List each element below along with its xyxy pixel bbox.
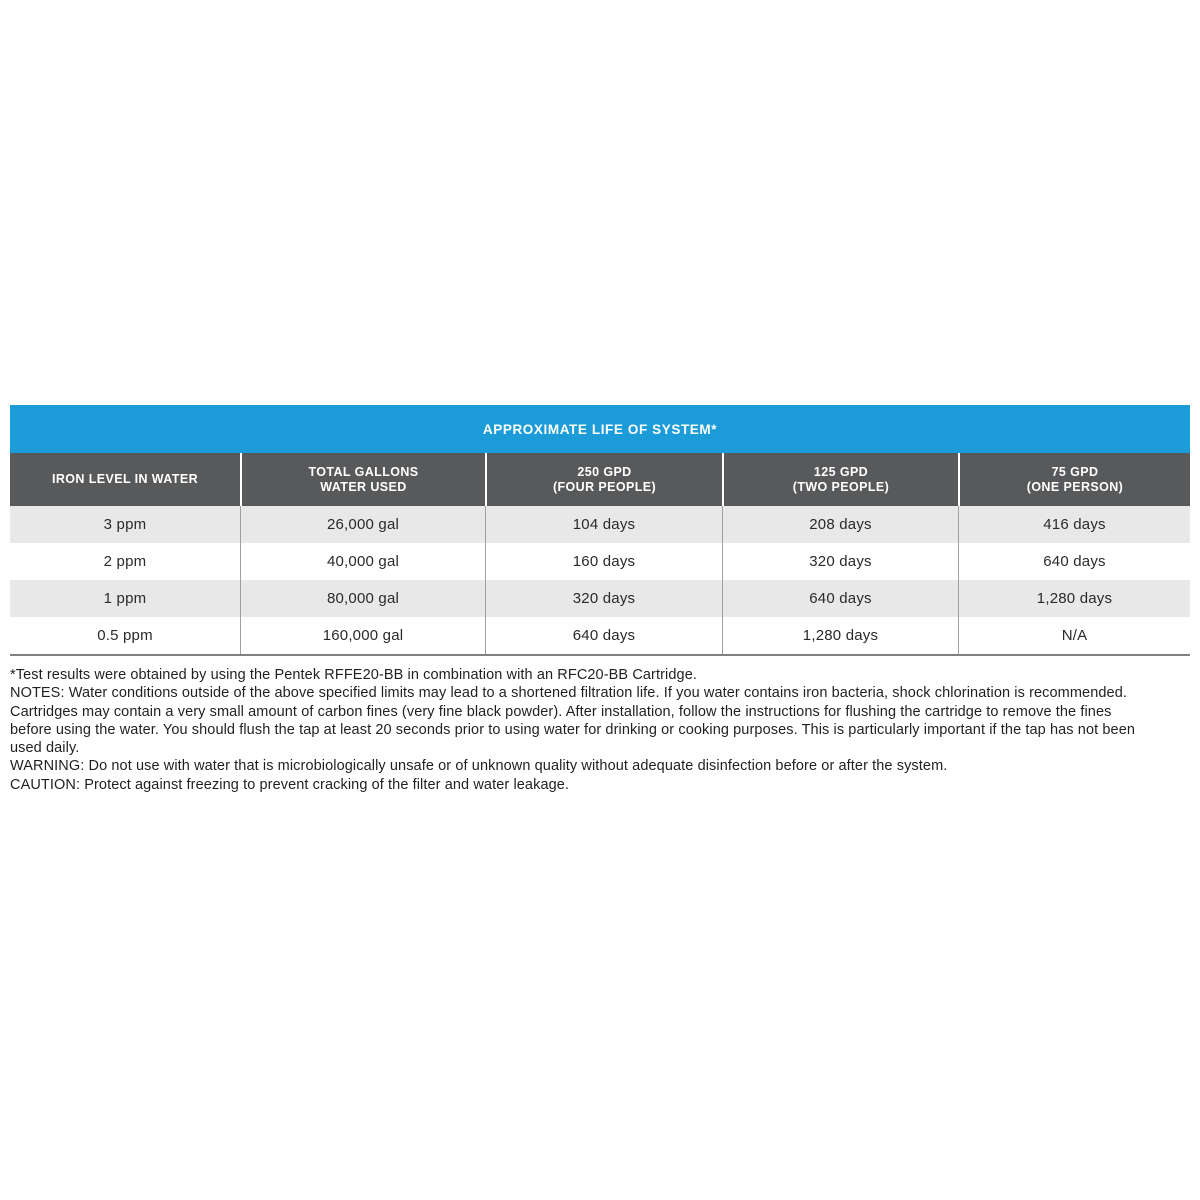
col-header-125-gpd: 125 GPD (TWO PEOPLE) [722,453,958,506]
table-row-05ppm [10,617,1190,654]
cell-75gpd-days: 640 days [958,543,1190,580]
cell-total-gallons: 40,000 gal [240,543,485,580]
cell-iron-level: 0.5 ppm [97,627,153,644]
footnote-text: *Test results were obtained by using the Pentek RFFE20-BB in combination with an RFC20-BB Cartridge. [10,667,697,683]
table-header-row [10,453,1190,506]
col-header-250-gpd: 250 GPD (FOUR PEOPLE) [485,453,722,506]
notes-text: NOTES: Water conditions outside of the above specified limits may lead to a shortened filtration life. If you water contains iron bacteria, shock chlorination is recommended. Cartridges may contain a very small amount of carbon fines (very fine black powder). After installation, follow the instructions for flushing the cartridge to remove the fines before using the water. You should flush the tap at least 20 seconds prior to using water for drinking or cooking purposes. This is particularly important if the tap has not been used daily. [10,685,1136,757]
cell-total-gallons: 160,000 gal [240,617,485,654]
table-title: APPROXIMATE LIFE OF SYSTEM* [482,421,718,437]
cell-iron-level: 1 ppm [103,590,147,607]
table-body [10,506,1190,656]
cell-250gpd-days: 320 days [485,580,722,617]
life-of-system-table [10,405,1190,656]
col-header-total-gallons: TOTAL GALLONS WATER USED [240,453,485,506]
cell-250gpd-days: 640 days [485,617,722,654]
cell-125gpd-days: 208 days [722,506,958,543]
notes-block [10,666,1145,794]
table-row-2ppm [10,543,1190,580]
cell-250gpd-days: 104 days [485,506,722,543]
warning-text: WARNING: Do not use with water that is microbiologically unsafe or of unknown quality without adequate disinfection before or after the system. [10,758,948,775]
cell-iron-level: 2 ppm [103,553,147,570]
table-row-3ppm [10,506,1190,543]
col-header-iron-level: IRON LEVEL IN WATER [51,472,199,486]
cell-iron-level: 3 ppm [103,516,147,533]
cell-75gpd-days: 416 days [958,506,1190,543]
table-title-bar [10,405,1190,453]
cell-total-gallons: 80,000 gal [240,580,485,617]
cell-75gpd-days: N/A [958,617,1190,654]
cell-75gpd-days: 1,280 days [958,580,1190,617]
cell-125gpd-days: 320 days [722,543,958,580]
cell-125gpd-days: 640 days [722,580,958,617]
cell-total-gallons: 26,000 gal [240,506,485,543]
caution-text: CAUTION: Protect against freezing to prevent cracking of the filter and water leakage. [10,776,570,793]
col-header-75-gpd: 75 GPD (ONE PERSON) [958,453,1190,506]
cell-250gpd-days: 160 days [485,543,722,580]
table-row-1ppm [10,580,1190,617]
cell-125gpd-days: 1,280 days [722,617,958,654]
